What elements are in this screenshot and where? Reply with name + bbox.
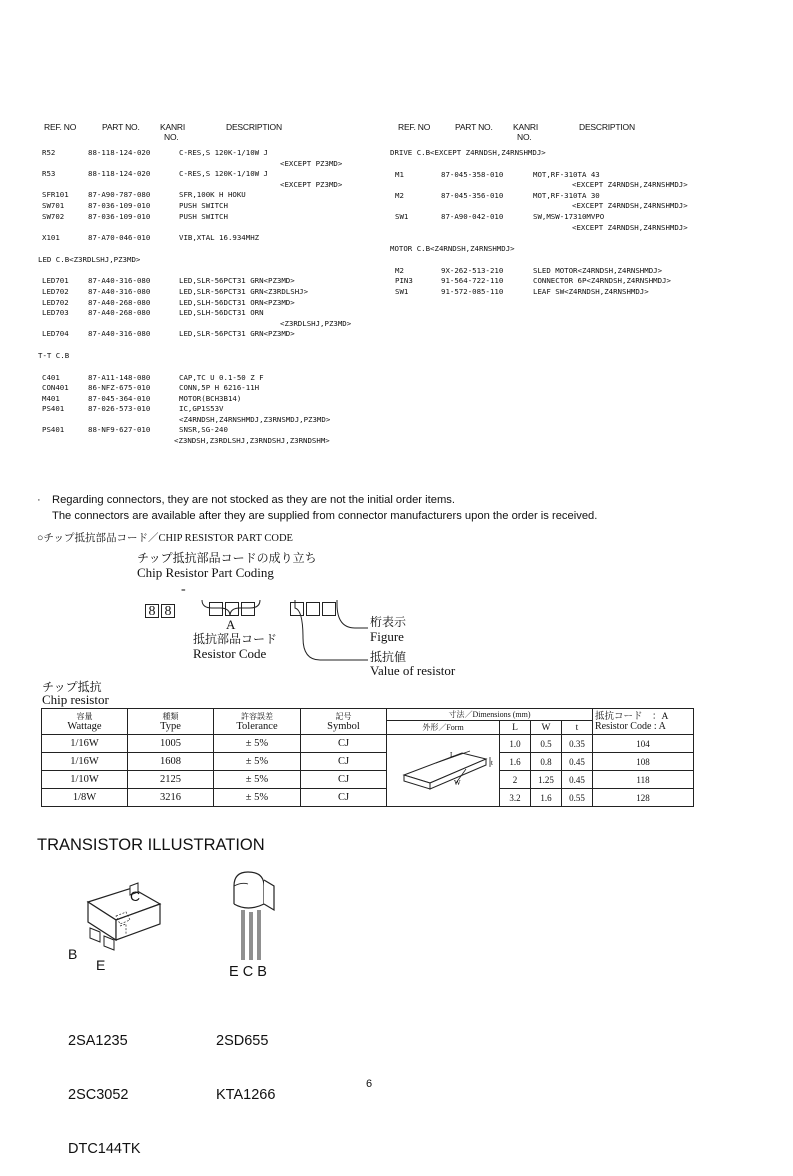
description-continuation: <Z3NDSH,Z3RDLSHJ,Z3RNDSHJ,Z3RNDSHM> — [174, 436, 330, 446]
description: IC,GP1S53V — [179, 404, 224, 414]
parts-row — [38, 373, 388, 384]
table-row — [42, 735, 694, 753]
parts-row-continuation — [390, 201, 760, 212]
th-resistor-code: 抵抗コード ：A Resistor Code : A — [593, 709, 694, 735]
description: CONN,5P H 6216-11H — [179, 383, 260, 393]
cell-wattage: 1/16W — [42, 735, 128, 753]
th-t: t — [562, 721, 593, 735]
ref-no: SW1 — [395, 211, 409, 221]
smd-transistor-drawing — [60, 870, 180, 980]
parts-row — [38, 212, 388, 223]
section-label: LED C.B<Z3RDLSHJ,PZ3MD> — [38, 254, 141, 264]
cell-w: 0.8 — [531, 753, 562, 771]
pin-label-e: E — [96, 957, 106, 973]
row-spacer — [38, 362, 388, 373]
cell-t: 0.45 — [562, 753, 593, 771]
pin-label-b: B — [68, 946, 78, 962]
description-continuation: <EXCEPT PZ3MD> — [280, 179, 343, 189]
parts-row — [38, 169, 388, 180]
ref-no: R53 — [42, 169, 56, 179]
part-no: 87-A11-148-080 — [88, 372, 151, 382]
description: PUSH SWITCH — [179, 200, 228, 210]
part-code-boxes — [137, 584, 177, 620]
section-title — [38, 255, 388, 266]
part-no: 87-045-356-010 — [441, 190, 504, 200]
parts-row — [38, 287, 388, 298]
ref-no: SW701 — [42, 200, 65, 210]
chip-resistor-table — [41, 708, 694, 807]
part-no: 87-A40-316-080 — [88, 276, 151, 286]
prefix-digit-box: 8 — [161, 604, 175, 618]
chip-resistor-caption-en: Chip resistor — [42, 692, 109, 707]
th-symbol: 記号 Symbol — [301, 709, 387, 735]
th-type: 種類 Type — [128, 709, 214, 735]
description: CONNECTOR 6P<Z4RNDSH,Z4RNSHMDJ> — [533, 276, 671, 286]
cell-symbol: CJ — [301, 789, 387, 807]
chip-resistor-figure — [390, 739, 496, 799]
figure-label-jp: 桁表示 — [370, 615, 407, 629]
resistor-code-label-en: Resistor Code — [193, 646, 267, 661]
list-item: KTA1266 — [216, 1087, 276, 1103]
ref-no: PS401 — [42, 425, 65, 435]
description-continuation: <Z4RNDSH,Z4RNSHMDJ,Z3RNSMDJ,PZ3MD> — [179, 414, 331, 424]
header-ref-no-left: REF. NO — [44, 122, 77, 132]
parts-row — [38, 383, 388, 394]
description: SFR,100K H HOKU — [179, 190, 246, 200]
part-no: 87-045-364-010 — [88, 393, 151, 403]
part-no: 91-564-722-110 — [441, 276, 504, 286]
figure-label-l: L — [450, 751, 455, 759]
part-no: 87-A40-316-080 — [88, 286, 151, 296]
header-kanri-left: KANRI — [160, 122, 185, 132]
description: LEAF SW<Z4RNDSH,Z4RNSHMDJ> — [533, 286, 649, 296]
cell-tolerance: ± 5% — [214, 771, 301, 789]
cell-code: 128 — [593, 789, 694, 807]
page-number: 6 — [366, 1078, 373, 1090]
table-row — [42, 771, 694, 789]
description: LED,SLH-56DCT31 ORN<PZ3MD> — [179, 297, 295, 307]
description-continuation: <EXCEPT Z4RNDSH,Z4RNSHMDJ> — [572, 180, 688, 190]
parts-row-continuation — [390, 180, 760, 191]
ref-no: SFR101 — [42, 190, 69, 200]
cell-tolerance: ± 5% — [214, 789, 301, 807]
parts-row — [38, 394, 388, 405]
ref-no: SW702 — [42, 211, 65, 221]
value-label-jp: 抵抗値 — [370, 650, 407, 664]
part-no: 87-036-109-010 — [88, 211, 151, 221]
ref-no: X101 — [42, 233, 60, 243]
parts-list-right — [390, 148, 760, 298]
ref-no: CON401 — [42, 383, 69, 393]
cell-wattage: 1/8W — [42, 789, 128, 807]
cell-l: 2 — [500, 771, 531, 789]
part-no: 91-572-085-110 — [441, 286, 504, 296]
cell-tolerance: ± 5% — [214, 735, 301, 753]
description: LED,SLR-56PCT31 GRN<PZ3MD> — [179, 329, 295, 339]
ref-no: R52 — [42, 148, 56, 157]
cell-wattage: 1/10W — [42, 771, 128, 789]
cell-w: 0.5 — [531, 735, 562, 753]
to92-part-list — [216, 996, 275, 1122]
header-description-left: DESCRIPTION — [226, 122, 282, 132]
cell-tolerance: ± 5% — [214, 753, 301, 771]
smd-part-list — [68, 996, 141, 1176]
cell-l: 3.2 — [500, 789, 531, 807]
ref-no: C401 — [42, 372, 60, 382]
chip-resistor-section-title: ○チップ抵抗部品コード／CHIP RESISTOR PART CODE — [37, 533, 293, 544]
cell-code: 104 — [593, 735, 694, 753]
part-code-dash: - — [181, 582, 186, 597]
chip-coding-title-en: Chip Resistor Part Coding — [137, 565, 274, 580]
description: MOT,RF-310TA 30 — [533, 190, 600, 200]
parts-row-continuation — [38, 180, 388, 191]
parts-list-left — [38, 148, 388, 447]
description: SW,MSW-17310MVPO — [533, 211, 605, 221]
pin-label-c: C — [130, 888, 141, 904]
ref-no: LED702 — [42, 286, 69, 296]
cell-t: 0.35 — [562, 735, 593, 753]
cell-t: 0.45 — [562, 771, 593, 789]
ref-no: M1 — [395, 169, 404, 179]
row-spacer — [38, 244, 388, 255]
note-line-2: The connectors are available after they are supplied from connector manufacturers upon the order is received. — [52, 510, 598, 522]
th-w: W — [531, 721, 562, 735]
part-no: 87-A40-268-080 — [88, 297, 151, 307]
list-item: DTC144TK — [68, 1141, 141, 1157]
cell-symbol: CJ — [301, 735, 387, 753]
header-description-right: DESCRIPTION — [579, 122, 635, 132]
ref-no: LED701 — [42, 276, 69, 286]
parts-row-continuation — [38, 415, 388, 426]
row-spacer — [390, 233, 760, 244]
section-label: DRIVE C.B<EXCEPT Z4RNDSH,Z4RNSHMDJ> — [390, 148, 546, 157]
description-continuation: <Z3RDLSHJ,PZ3MD> — [280, 318, 352, 328]
row-spacer — [390, 159, 760, 170]
row-spacer — [390, 255, 760, 266]
ref-no: LED702 — [42, 297, 69, 307]
part-no: 87-026-573-010 — [88, 404, 151, 414]
to92-pin-labels: E C B — [229, 964, 267, 980]
th-tolerance: 許容誤差 Tolerance — [214, 709, 301, 735]
parts-row — [38, 148, 388, 159]
cell-type: 2125 — [128, 771, 214, 789]
cell-symbol: CJ — [301, 771, 387, 789]
parts-row — [38, 190, 388, 201]
prefix-digit-box: 8 — [145, 604, 159, 618]
part-no: 87-A90-787-080 — [88, 190, 151, 200]
description: SNSR,SG-240 — [179, 425, 228, 435]
cell-type: 1005 — [128, 735, 214, 753]
parts-row — [38, 276, 388, 287]
description: SLED MOTOR<Z4RNDSH,Z4RNSHMDJ> — [533, 265, 663, 275]
description-continuation: <EXCEPT Z4RNDSH,Z4RNSHMDJ> — [572, 222, 688, 232]
cell-t: 0.55 — [562, 789, 593, 807]
th-dimensions: 寸法／Dimensions (mm) — [387, 709, 593, 721]
section-title — [38, 351, 388, 362]
parts-row — [390, 212, 760, 223]
figure-label-w: W — [454, 779, 461, 787]
part-no: 88-118-124-020 — [88, 169, 151, 179]
parts-row — [38, 329, 388, 340]
description: VIB,XTAL 16.934MHZ — [179, 233, 260, 243]
list-item: 2SC3052 — [68, 1087, 129, 1103]
parts-row — [38, 233, 388, 244]
chip-resistor-caption-jp: チップ抵抗 — [42, 680, 102, 694]
header-kanri-no-left: NO. — [164, 132, 179, 142]
to92-transistor-drawing — [220, 866, 290, 966]
cell-l: 1.6 — [500, 753, 531, 771]
cell-type: 1608 — [128, 753, 214, 771]
description: MOT,RF-310TA 43 — [533, 169, 600, 179]
description-continuation: <EXCEPT PZ3MD> — [280, 158, 343, 168]
note-line-1: Regarding connectors, they are not stocked as they are not the initial order items. — [52, 494, 455, 506]
header-kanri-no-right: NO. — [517, 132, 532, 142]
ref-no: LED703 — [42, 308, 69, 318]
figure-label-en: Figure — [370, 629, 404, 644]
figure-label-t: t — [491, 759, 493, 767]
header-kanri-right: KANRI — [513, 122, 538, 132]
cell-form-figure — [387, 735, 500, 807]
description: C-RES,S 120K-1/10W J — [179, 148, 268, 157]
description: LED,SLH-56DCT31 ORN — [179, 308, 264, 318]
table-row — [42, 753, 694, 771]
section-title — [390, 148, 760, 159]
description: CAP,TC U 0.1-50 Z F — [179, 372, 264, 382]
th-form: 外形／Form — [387, 721, 500, 735]
parts-row — [390, 276, 760, 287]
header-ref-no-right: REF. NO — [398, 122, 431, 132]
ref-no: M2 — [395, 265, 404, 275]
ref-no: M2 — [395, 190, 404, 200]
cell-wattage: 1/16W — [42, 753, 128, 771]
ref-no: M401 — [42, 393, 60, 403]
row-spacer — [38, 265, 388, 276]
parts-row-continuation — [390, 223, 760, 234]
parts-row — [38, 404, 388, 415]
th-l: L — [500, 721, 531, 735]
part-no: 87-A70-046-010 — [88, 233, 151, 243]
parts-row — [38, 298, 388, 309]
description: MOTOR(BCH3B14) — [179, 393, 242, 403]
section-label: MOTOR C.B<Z4RNDSH,Z4RNSHMDJ> — [390, 244, 515, 254]
parts-row-continuation — [38, 159, 388, 170]
parts-row-continuation — [38, 436, 388, 447]
ref-no: SW1 — [395, 286, 409, 296]
note-bullet: · — [37, 494, 41, 506]
cell-w: 1.6 — [531, 789, 562, 807]
value-label-en: Value of resistor — [370, 663, 456, 678]
part-no: 87-045-358-010 — [441, 169, 504, 179]
chip-coding-title-jp: チップ抵抗部品コードの成り立ち — [137, 551, 317, 565]
part-no: 87-A90-042-010 — [441, 211, 504, 221]
ref-no: PIN3 — [395, 276, 413, 286]
table-row — [42, 789, 694, 807]
parts-row — [38, 201, 388, 212]
section-title — [390, 244, 760, 255]
part-no: 86-NFZ-675-010 — [88, 383, 151, 393]
ref-no: LED704 — [42, 329, 69, 339]
cell-w: 1.25 — [531, 771, 562, 789]
list-item: 2SD655 — [216, 1033, 269, 1049]
header-part-no-left: PART NO. — [102, 122, 140, 132]
row-spacer — [38, 340, 388, 351]
part-no: 87-036-109-010 — [88, 200, 151, 210]
list-item: 2SA1235 — [68, 1033, 128, 1049]
header-part-no-right: PART NO. — [455, 122, 493, 132]
cell-type: 3216 — [128, 789, 214, 807]
cell-code: 118 — [593, 771, 694, 789]
cell-l: 1.0 — [500, 735, 531, 753]
parts-row-continuation — [38, 319, 388, 330]
part-no: 88-NF9-627-010 — [88, 425, 151, 435]
resistor-code-label-a: A — [226, 617, 236, 632]
transistor-section-title: TRANSISTOR ILLUSTRATION — [37, 836, 265, 854]
cell-symbol: CJ — [301, 753, 387, 771]
parts-row — [390, 191, 760, 202]
part-no: 87-A40-316-080 — [88, 329, 151, 339]
th-wattage: 容量 Wattage — [42, 709, 128, 735]
part-no: 88-118-124-020 — [88, 148, 151, 157]
section-label: T-T C.B — [38, 350, 70, 360]
parts-row — [390, 287, 760, 298]
description: PUSH SWITCH — [179, 211, 228, 221]
parts-row — [38, 308, 388, 319]
description-continuation: <EXCEPT Z4RNDSH,Z4RNSHMDJ> — [572, 201, 688, 211]
ref-no: PS401 — [42, 404, 65, 414]
resistor-code-label-jp: 抵抗部品コード — [193, 632, 278, 646]
part-no: 9X-262-513-210 — [441, 265, 504, 275]
description: LED,SLR-56PCT31 GRN<Z3RDLSHJ> — [179, 286, 309, 296]
row-spacer — [38, 222, 388, 233]
description: LED,SLR-56PCT31 GRN<PZ3MD> — [179, 276, 295, 286]
parts-row — [390, 170, 760, 181]
description: C-RES,S 120K-1/10W J — [179, 169, 268, 179]
cell-code: 108 — [593, 753, 694, 771]
part-no: 87-A40-268-080 — [88, 308, 151, 318]
parts-row — [390, 266, 760, 277]
parts-row — [38, 425, 388, 436]
